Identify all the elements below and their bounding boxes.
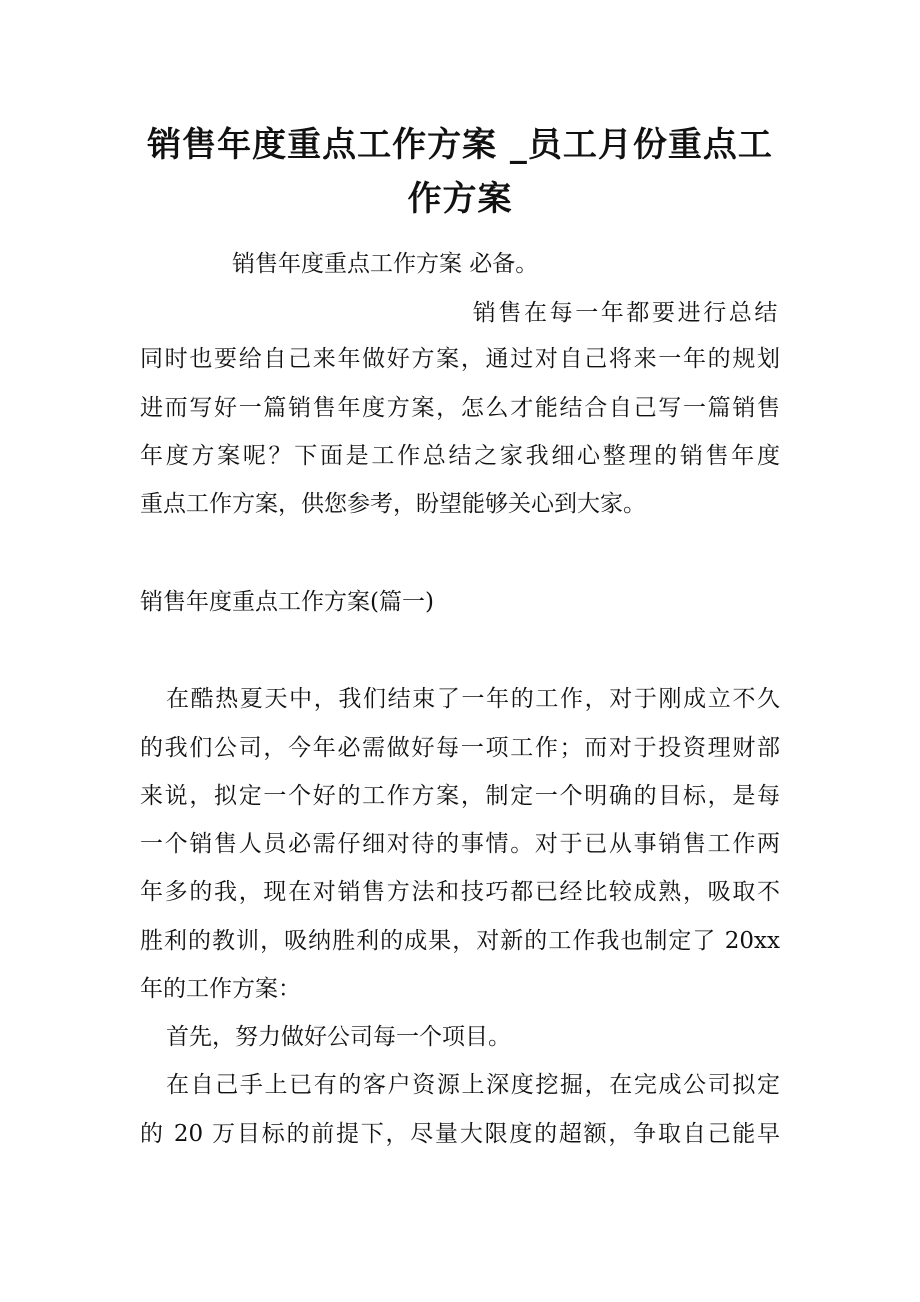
para2-line-4: 一个销售人员必需仔细对待的事情。对于已从事销售工作两 xyxy=(140,831,780,857)
section-heading: 销售年度重点工作方案(篇一) xyxy=(140,589,434,615)
para3-line: 首先，努力做好公司每一个项目。 xyxy=(166,1024,511,1050)
para2-line-1: 在酷热夏天中，我们结束了一年的工作，对于刚成立不久 xyxy=(166,686,780,712)
para2-line-6: 胜利的教训，吸纳胜利的成果，对新的工作我也制定了 20xx xyxy=(140,928,780,954)
para2-line-3: 来说，拟定一个好的工作方案，制定一个明确的目标，是每 xyxy=(140,783,780,809)
para2-line-7: 年的工作方案： xyxy=(140,976,301,1002)
para1-line-4: 年度方案呢？下面是工作总结之家我细心整理的销售年度 xyxy=(140,443,780,469)
para1-line-1: 销售在每一年都要进行总结 xyxy=(472,300,780,326)
para1-line-5: 重点工作方案，供您参考，盼望能够关心到大家。 xyxy=(140,491,646,517)
intro-line: 销售年度重点工作方案 必备。 xyxy=(232,251,539,277)
title-line-2: 作方案 xyxy=(407,179,513,219)
para1-line-2: 同时也要给自己来年做好方案，通过对自己将来一年的规划 xyxy=(140,346,780,372)
para4-line-2: 的 20 万目标的前提下，尽量大限度的超额，争取自己能早 xyxy=(140,1121,780,1147)
title-line-1: 销售年度重点工作方案 _员工月份重点工 xyxy=(147,125,773,165)
para1-line-3: 进而写好一篇销售年度方案，怎么才能结合自己写一篇销售 xyxy=(140,395,780,421)
document-title xyxy=(140,118,780,226)
para4-line-1: 在自己手上已有的客户资源上深度挖掘，在完成公司拟定 xyxy=(166,1072,780,1098)
para2-line-5: 年多的我，现在对销售方法和技巧都已经比较成熟，吸取不 xyxy=(140,879,780,905)
para2-line-2: 的我们公司，今年必需做好每一项工作；而对于投资理财部 xyxy=(140,735,780,761)
